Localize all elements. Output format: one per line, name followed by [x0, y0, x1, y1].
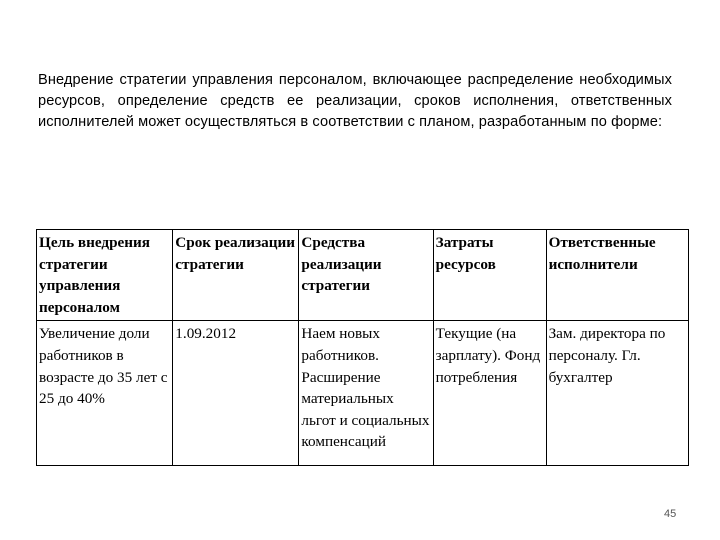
cell-deadline: 1.09.2012	[173, 321, 299, 466]
cell-goal: Увеличение доли работников в возрасте до 35 лет с 25 до 40%	[37, 321, 173, 466]
table-header-row	[37, 230, 689, 321]
table-row	[37, 321, 689, 466]
intro-paragraph: Внедрение стратегии управления персоналом, включающее распределение необходимых ресурсов, определение средств ее реализации, сроков исполнения, ответственных исполнителей может осуществляться в соответствии с планом, разработанным по форме:	[38, 72, 672, 130]
cell-means: Наем новых работников. Расширение материальных льгот и социальных компенсаций	[299, 321, 433, 466]
header-goal: Цель внедрения стратегии управления персоналом	[37, 230, 173, 321]
strategy-plan-table	[36, 229, 689, 466]
cell-responsible: Зам. директора по персоналу. Гл. бухгалтер	[546, 321, 688, 466]
page-number: 45	[664, 508, 677, 520]
header-means: Средства реализации стратегии	[299, 230, 433, 321]
header-responsible: Ответственные исполнители	[546, 230, 688, 321]
cell-costs: Текущие (на зарплату). Фонд потребления	[433, 321, 546, 466]
header-deadline: Срок реализации стратегии	[173, 230, 299, 321]
header-costs: Затраты ресурсов	[433, 230, 546, 321]
